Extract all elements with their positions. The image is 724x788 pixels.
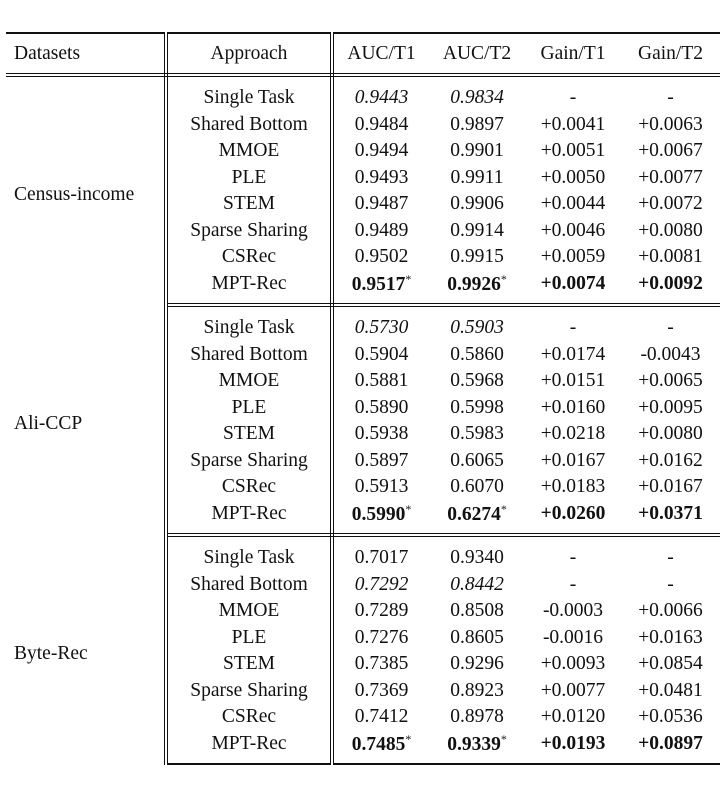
gain-t2-cell: +0.0897 xyxy=(621,731,720,765)
auc-t1-cell: 0.5897 xyxy=(354,449,409,471)
auc-t2-cell: 0.9914 xyxy=(450,219,504,241)
gain-t1-cell: +0.0046 xyxy=(540,219,606,241)
auc-t1-cell xyxy=(332,271,429,306)
gain-t2-cell: +0.0066 xyxy=(638,600,703,622)
auc-t1-cell: 0.9443 xyxy=(354,87,409,109)
approach-cell: Single Task xyxy=(166,75,332,112)
dataset-label: Byte-Rec xyxy=(6,535,166,764)
approach-cell: MPT-Rec xyxy=(166,271,332,306)
significance-mark: * xyxy=(500,501,507,516)
gain-t1-cell: - xyxy=(569,573,577,595)
auc-t1-cell: 0.9494 xyxy=(354,140,409,162)
gain-t2-cell: -0.0043 xyxy=(640,343,701,365)
header-datasets: Datasets xyxy=(6,33,166,75)
auc-t1-cell: 0.7369 xyxy=(354,679,409,701)
auc-t2-cell: 0.5968 xyxy=(450,370,504,392)
gain-t2-cell: - xyxy=(667,317,674,339)
approach-cell: CSRec xyxy=(166,704,332,731)
approach-cell: PLE xyxy=(166,395,332,422)
approach-cell: STEM xyxy=(166,191,332,218)
gain-t2-cell: +0.0162 xyxy=(638,449,703,471)
gain-t2-cell: +0.0065 xyxy=(638,370,703,392)
table-row xyxy=(6,75,720,112)
header-gain-t2: Gain/T2 xyxy=(621,33,720,75)
auc-t2-cell: 0.8605 xyxy=(450,626,504,648)
gain-t1-cell: +0.0174 xyxy=(540,343,606,365)
auc-t2-value: 0.9339 xyxy=(447,733,501,755)
gain-t1-cell: +0.0074 xyxy=(525,271,621,306)
table-header xyxy=(6,33,720,75)
gain-t1-cell: +0.0151 xyxy=(540,370,606,392)
gain-t1-cell: - xyxy=(569,317,577,339)
table-row xyxy=(6,305,720,342)
gain-t1-cell: +0.0093 xyxy=(540,653,606,675)
group-census-income xyxy=(6,75,720,305)
auc-t1-cell xyxy=(332,731,429,765)
group-byte-rec xyxy=(6,535,720,764)
auc-t1-value: 0.9517 xyxy=(351,273,406,295)
gain-t1-cell: +0.0160 xyxy=(540,396,606,418)
auc-t1-cell xyxy=(332,501,429,536)
auc-t1-value: 0.7485 xyxy=(351,733,406,755)
auc-t2-cell: 0.8508 xyxy=(450,600,504,622)
auc-t2-cell: 0.9901 xyxy=(450,140,504,162)
gain-t2-cell: +0.0077 xyxy=(638,166,703,188)
gain-t2-cell: - xyxy=(667,573,674,595)
gain-t2-cell: +0.0080 xyxy=(638,219,703,241)
auc-t1-cell: 0.5730 xyxy=(354,317,409,339)
auc-t2-cell: 0.9906 xyxy=(450,193,504,215)
dataset-label: Census-income xyxy=(6,75,166,305)
gain-t1-cell: +0.0193 xyxy=(525,731,621,765)
results-table xyxy=(6,32,720,765)
significance-mark: * xyxy=(500,271,507,286)
approach-cell: MMOE xyxy=(166,598,332,625)
gain-t1-cell: +0.0120 xyxy=(540,706,606,728)
significance-mark: * xyxy=(405,501,412,516)
auc-t1-cell: 0.5938 xyxy=(354,423,409,445)
approach-cell: Shared Bottom xyxy=(166,112,332,139)
auc-t1-cell: 0.9502 xyxy=(354,246,409,268)
gain-t1-cell: +0.0218 xyxy=(540,423,606,445)
auc-t1-cell: 0.7385 xyxy=(354,653,409,675)
auc-t2-cell: 0.5983 xyxy=(450,423,504,445)
results-table-container xyxy=(6,32,720,765)
auc-t2-cell xyxy=(429,501,525,536)
auc-t2-cell: 0.9911 xyxy=(450,166,504,188)
gain-t2-cell: +0.0536 xyxy=(638,706,703,728)
auc-t2-cell: 0.5903 xyxy=(450,317,504,339)
header-gain-t1: Gain/T1 xyxy=(525,33,621,75)
dataset-label: Ali-CCP xyxy=(6,305,166,535)
gain-t2-cell: - xyxy=(667,87,674,109)
group-ali-ccp xyxy=(6,305,720,535)
approach-cell: MPT-Rec xyxy=(166,731,332,765)
auc-t1-cell: 0.9489 xyxy=(354,219,409,241)
gain-t1-cell: +0.0050 xyxy=(540,166,606,188)
approach-cell: Sparse Sharing xyxy=(166,678,332,705)
header-auc-t2: AUC/T2 xyxy=(429,33,525,75)
auc-t1-cell: 0.5890 xyxy=(354,396,409,418)
auc-t2-value: 0.9926 xyxy=(447,273,501,295)
auc-t2-cell: 0.9834 xyxy=(450,87,504,109)
auc-t1-value: 0.5990 xyxy=(351,503,406,525)
gain-t2-cell: +0.0081 xyxy=(638,246,703,268)
auc-t2-cell: 0.8978 xyxy=(450,706,504,728)
significance-mark: * xyxy=(405,731,412,746)
gain-t1-cell: +0.0051 xyxy=(540,140,606,162)
gain-t1-cell: +0.0183 xyxy=(540,476,606,498)
gain-t1-cell: +0.0041 xyxy=(540,113,606,135)
auc-t1-cell: 0.9484 xyxy=(354,113,409,135)
auc-t2-cell xyxy=(429,731,525,765)
gain-t2-cell: +0.0080 xyxy=(638,423,703,445)
gain-t2-cell: +0.0063 xyxy=(638,113,703,135)
gain-t2-cell: - xyxy=(667,547,674,569)
approach-cell: CSRec xyxy=(166,244,332,271)
auc-t2-cell: 0.9340 xyxy=(450,547,504,569)
auc-t1-cell: 0.7017 xyxy=(354,547,409,569)
auc-t1-cell: 0.5904 xyxy=(354,343,409,365)
gain-t1-cell: -0.0003 xyxy=(542,600,604,622)
approach-cell: STEM xyxy=(166,421,332,448)
auc-t2-cell: 0.6070 xyxy=(450,476,504,498)
approach-cell: MPT-Rec xyxy=(166,501,332,536)
gain-t2-cell: +0.0854 xyxy=(638,653,703,675)
gain-t1-cell: +0.0260 xyxy=(525,501,621,536)
header-approach: Approach xyxy=(166,33,332,75)
auc-t1-cell: 0.7289 xyxy=(354,600,409,622)
auc-t2-cell: 0.9296 xyxy=(450,653,504,675)
gain-t1-cell: - xyxy=(569,87,577,109)
gain-t2-cell: +0.0371 xyxy=(621,501,720,536)
approach-cell: PLE xyxy=(166,625,332,652)
auc-t2-cell: 0.9897 xyxy=(450,113,504,135)
significance-mark: * xyxy=(500,731,507,746)
gain-t2-cell: +0.0481 xyxy=(638,679,703,701)
gain-t2-cell: +0.0072 xyxy=(638,193,703,215)
gain-t1-cell: +0.0167 xyxy=(540,449,606,471)
gain-t1-cell: - xyxy=(569,547,577,569)
header-auc-t1: AUC/T1 xyxy=(332,33,429,75)
auc-t2-value: 0.6274 xyxy=(447,503,501,525)
auc-t1-cell: 0.7292 xyxy=(354,573,409,595)
approach-cell: Sparse Sharing xyxy=(166,448,332,475)
table-row xyxy=(6,535,720,572)
auc-t1-cell: 0.7276 xyxy=(354,626,409,648)
approach-cell: PLE xyxy=(166,165,332,192)
approach-cell: Single Task xyxy=(166,305,332,342)
auc-t2-cell: 0.8923 xyxy=(450,679,504,701)
gain-t2-cell: +0.0092 xyxy=(621,271,720,306)
gain-t2-cell: +0.0163 xyxy=(638,626,703,648)
approach-cell: MMOE xyxy=(166,368,332,395)
approach-cell: Shared Bottom xyxy=(166,342,332,369)
auc-t1-cell: 0.9493 xyxy=(354,166,409,188)
significance-mark: * xyxy=(405,271,412,286)
gain-t1-cell: +0.0044 xyxy=(540,193,606,215)
auc-t1-cell: 0.7412 xyxy=(354,706,409,728)
auc-t1-cell: 0.9487 xyxy=(354,193,409,215)
approach-cell: Single Task xyxy=(166,535,332,572)
approach-cell: Sparse Sharing xyxy=(166,218,332,245)
auc-t2-cell: 0.6065 xyxy=(450,449,504,471)
gain-t2-cell: +0.0167 xyxy=(638,476,703,498)
auc-t1-cell: 0.5913 xyxy=(354,476,409,498)
auc-t2-cell: 0.5998 xyxy=(450,396,504,418)
approach-cell: CSRec xyxy=(166,474,332,501)
gain-t1-cell: +0.0059 xyxy=(540,246,606,268)
auc-t1-cell: 0.5881 xyxy=(354,370,409,392)
gain-t1-cell: +0.0077 xyxy=(540,679,606,701)
auc-t2-cell xyxy=(429,271,525,306)
auc-t2-cell: 0.5860 xyxy=(450,343,504,365)
gain-t2-cell: +0.0067 xyxy=(638,140,703,162)
approach-cell: Shared Bottom xyxy=(166,572,332,599)
approach-cell: STEM xyxy=(166,651,332,678)
auc-t2-cell: 0.9915 xyxy=(450,246,504,268)
auc-t2-cell: 0.8442 xyxy=(450,573,504,595)
approach-cell: MMOE xyxy=(166,138,332,165)
gain-t1-cell: -0.0016 xyxy=(542,626,604,648)
gain-t2-cell: +0.0095 xyxy=(638,396,703,418)
